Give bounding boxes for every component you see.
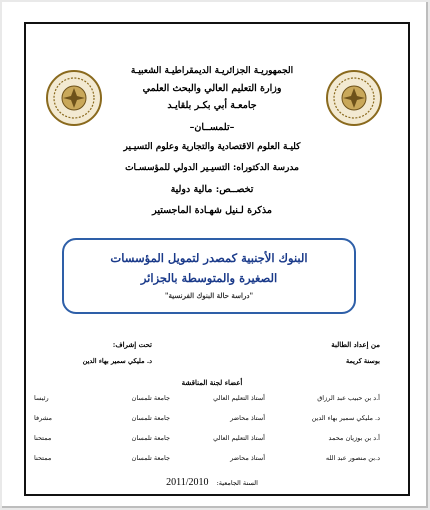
committee-member-role: رئيسا [34, 394, 49, 402]
committee-member-rank: أستاذ محاضر [230, 454, 265, 462]
header-republic: الجمهوريـة الجزائريـة الديمقراطيـة الشعبيـة [130, 66, 294, 76]
author-label: من إعداد الطالبة [331, 340, 380, 349]
committee-member-university: جامعة تلمسان [131, 394, 170, 402]
thesis-title-box [62, 238, 356, 314]
committee-ranks-column [180, 392, 265, 472]
header-doctoral-school: مدرسة الدكتوراه: التسيـير الدولي للمؤسسـات [125, 163, 299, 173]
author-name: بوسنة كريمة [345, 357, 380, 365]
academic-year-value: 2011/2010 [166, 477, 209, 488]
committee-member-role: مشرفا [34, 414, 52, 422]
header-specialty: تخصــص: مالية دولية [170, 184, 254, 195]
committee-member-role: ممتحنا [34, 454, 52, 462]
committee-roles-column [34, 392, 74, 472]
committee-universities-column [100, 392, 170, 472]
university-seal-icon [44, 68, 104, 128]
committee-names-column [270, 392, 380, 472]
document-page [2, 2, 428, 508]
committee-member-rank: أستاذ التعليم العالي [213, 394, 265, 402]
academic-year-label: السنة الجامعية: [216, 479, 258, 487]
committee-heading: أعضاء لجنة المناقشة [181, 378, 243, 387]
thesis-subtitle: "دراسة حالة البنوك الفرنسية" [164, 291, 254, 300]
thesis-title-line-2: الصغيرة والمتوسطة بالجزائر [140, 271, 278, 285]
committee-member-rank: أستاذ التعليم العالي [213, 434, 265, 442]
committee-member-rank: أستاذ محاضر [230, 414, 265, 422]
header-faculty: كليـة العلوم الاقتصادية والتجارية وعلوم التسيـير [123, 142, 301, 152]
supervisor-label: تحت إشراف: [112, 340, 152, 349]
committee-member-name: د. مليكي سمير بهاء الدين [311, 414, 380, 422]
committee-member-university: جامعة تلمسان [131, 434, 170, 442]
thesis-title-line-1: البنوك الأجنبية كمصدر لتمويل المؤسسات [110, 251, 308, 265]
committee-member-name: أ.د بن بوزيان محمد [328, 434, 380, 442]
header-city: –تلمســان– [189, 122, 235, 133]
committee-member-role: ممتحنا [34, 434, 52, 442]
committee-member-name: د.بن منصور عبد الله [325, 454, 380, 462]
committee-member-university: جامعة تلمسان [131, 454, 170, 462]
header-memo: مذكرة لـنيل شهـادة الماجستير [152, 205, 272, 216]
header-university: جامعـة أبي بكـر بلقايـد [167, 100, 257, 111]
academic-year [132, 470, 292, 489]
committee-member-university: جامعة تلمسان [131, 414, 170, 422]
supervisor-name: د. مليكي سمير بهاء الدين [82, 357, 152, 365]
header-ministry: وزارة التعليم العالي والبحث العلمي [142, 83, 282, 94]
university-seal-icon [324, 68, 384, 128]
committee-member-name: أ.د بن حبيب عبد الرزاق [317, 394, 380, 402]
